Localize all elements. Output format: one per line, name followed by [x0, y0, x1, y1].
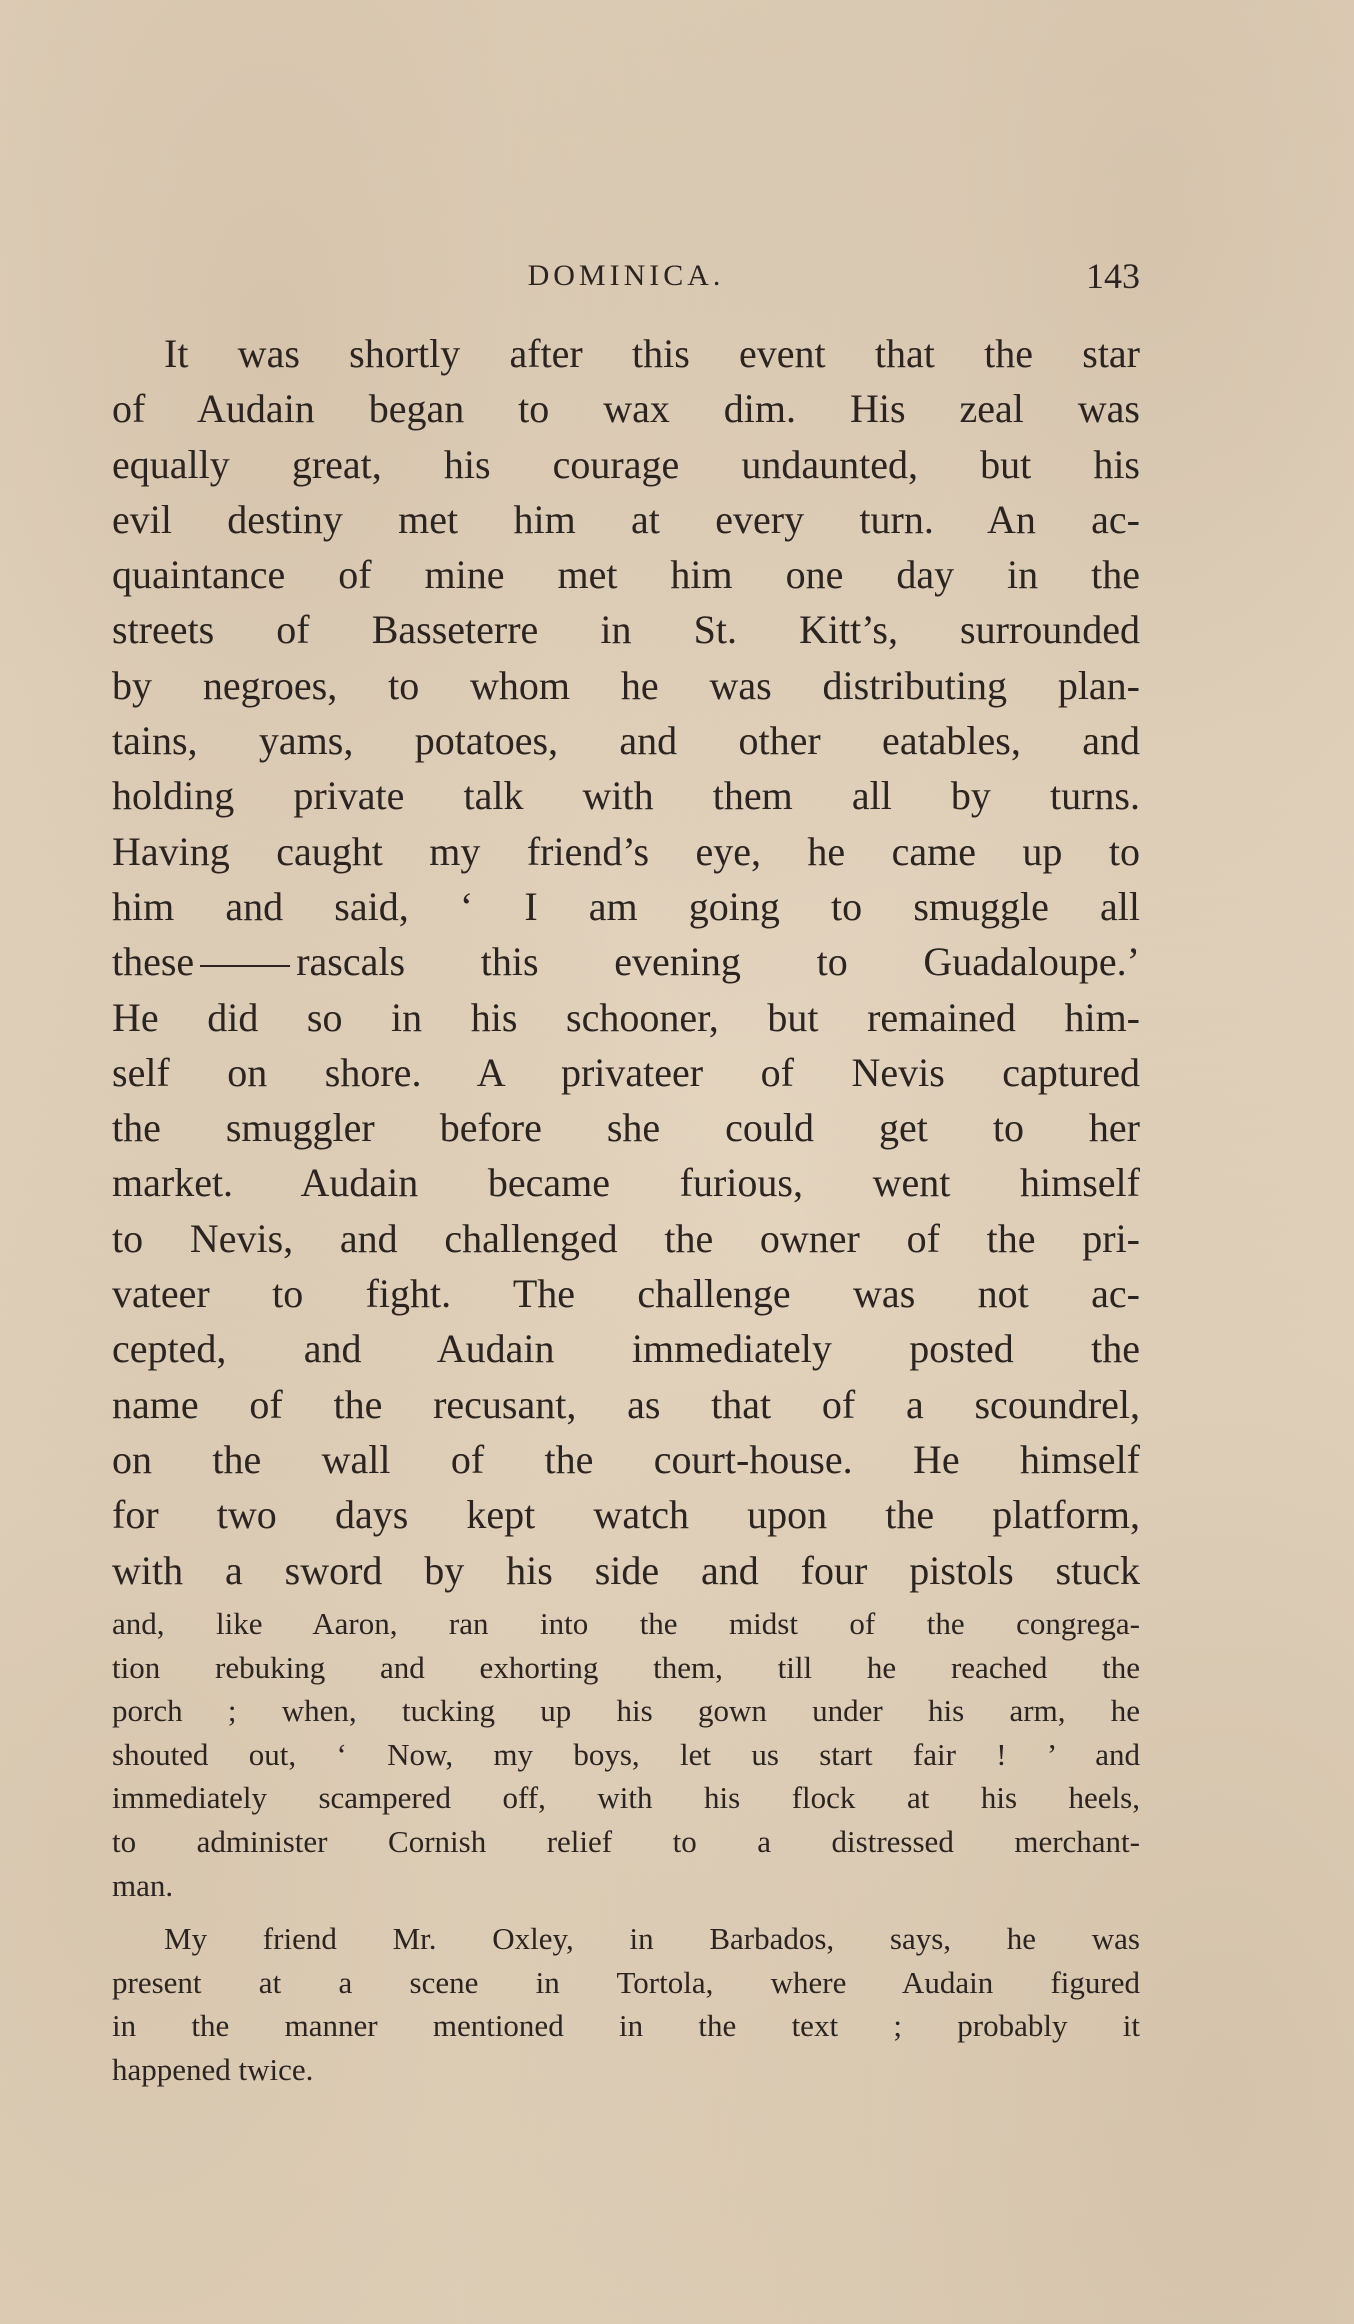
body-line: vateer to fight. The challenge was not ac-: [112, 1271, 1140, 1317]
footnote-line: immediately scampered off, with his flock at his heels,: [112, 1780, 1140, 1816]
body-line: on the wall of the court-house. He himself: [112, 1436, 1140, 1482]
body-line: It was shortly after this event that the star: [164, 331, 1140, 376]
body-line: to Nevis, and challenged the owner of the pri-: [112, 1215, 1140, 1261]
body-line: cepted, and Audain immediately posted the: [112, 1326, 1140, 1372]
page-number: 143: [1086, 256, 1140, 296]
footnote-line: porch ; when, tucking up his gown under his arm, he: [112, 1693, 1140, 1729]
body-line: tains, yams, potatoes, and other eatables, and: [112, 718, 1140, 764]
body-line: the smuggler before she could get to her: [112, 1105, 1140, 1151]
footnote-line: in the manner mentioned in the text ; probably it: [112, 2008, 1140, 2044]
footnote-line: man.: [112, 1867, 174, 1903]
page-header: [112, 256, 1140, 296]
footnote-line: present at a scene in Tortola, where Audain figured: [112, 1964, 1140, 2000]
body-line: by negroes, to whom he was distributing plan-: [112, 662, 1140, 708]
body-line: He did so in his schooner, but remained him-: [112, 994, 1140, 1040]
body-line: him and said, ‘ I am going to smuggle all: [112, 883, 1140, 929]
body-line: for two days kept watch upon the platform,: [112, 1492, 1140, 1538]
body-line: quaintance of mine met him one day in the: [112, 552, 1140, 598]
running-head: DOMINICA.: [527, 259, 725, 292]
body-line: streets of Basseterre in St. Kitt’s, surrounded: [112, 607, 1140, 653]
body-line: holding private talk with them all by turns.: [112, 773, 1140, 819]
body-line-with-dash: [112, 934, 1140, 989]
footnote-line: happened twice.: [112, 2051, 314, 2087]
body-line: self on shore. A privateer of Nevis captured: [112, 1049, 1140, 1095]
footnote-line: and, like Aaron, ran into the midst of the congrega-: [112, 1606, 1140, 1641]
body-line: of Audain began to wax dim. His zeal was: [112, 386, 1140, 432]
footnote-gap: [112, 1907, 1140, 1917]
body-line: equally great, his courage undaunted, but his: [112, 441, 1140, 487]
body-line-end: rascals this evening to Guadaloupe.’: [296, 939, 1140, 985]
footnote-line: My friend Mr. Oxley, in Barbados, says, he was: [164, 1921, 1140, 1957]
body-line-start: these: [112, 939, 195, 985]
body-line: Having caught my friend’s eye, he came up to: [112, 828, 1140, 874]
footnote-line: shouted out, ‘ Now, my boys, let us start fair ! ’ and: [112, 1736, 1140, 1772]
body-line: market. Audain became furious, went himself: [112, 1160, 1140, 1206]
em-dash-rule: [200, 965, 290, 967]
body-line: with a sword by his side and four pistols stuck: [112, 1547, 1140, 1593]
body-paragraph: [112, 326, 1140, 1598]
body-line: evil destiny met him at every turn. An ac-: [112, 496, 1140, 542]
footnote-line: tion rebuking and exhorting them, till he reached the: [112, 1649, 1140, 1685]
footnote-line: to administer Cornish relief to a distressed merchant-: [112, 1823, 1140, 1859]
body-line: name of the recusant, as that of a scoundrel,: [112, 1381, 1140, 1427]
footnote-block: [112, 1602, 1140, 2092]
